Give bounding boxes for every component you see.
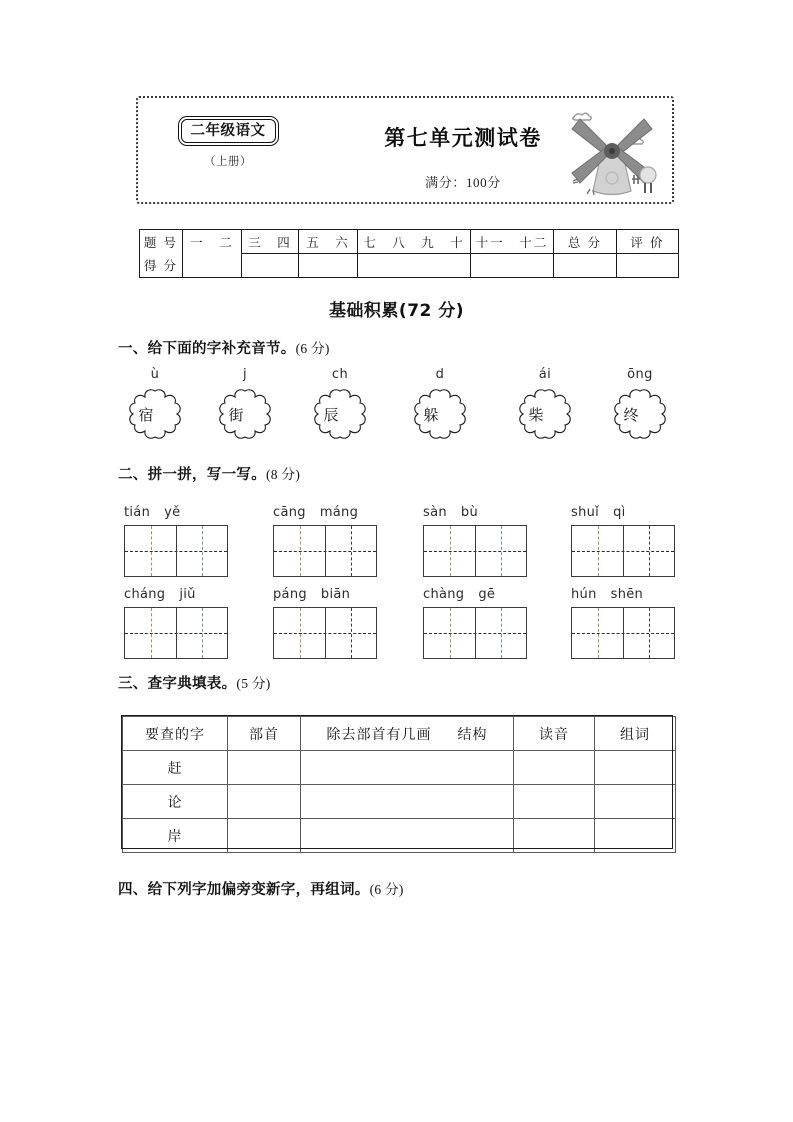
pinyin-syllable-a: tián [124,505,151,520]
dict-cell-strokes-structure-2[interactable] [301,785,514,819]
question-4-text: 给下列字加偏旁变新字，再组词。 [147,882,370,898]
pinyin-syllable-a: chàng [423,587,465,602]
page-title: 第七单元测试卷 [384,126,542,150]
grade-volume-label: （上册） [204,154,252,169]
flower-pinyin-1: ù [150,367,160,382]
writing-grid-pinyin-3 [423,504,527,522]
writing-grid-3[interactable] [423,525,527,577]
question-2-number: 二、 [118,467,148,483]
grid-divider-vertical [176,608,177,658]
score-cell-total[interactable] [554,254,617,278]
pinyin-syllable-b: shēn [610,587,644,602]
score-table-group-3: 五 六 [299,230,358,254]
score-table-label-score: 得 分 [140,254,183,278]
grid-guide-vertical-left [598,608,599,658]
grid-divider-vertical [475,526,476,576]
section-heading-basics: 基础积累(72 分) [328,301,465,321]
question-2-text: 拼一拼，写一写。 [147,467,267,483]
question-1-heading [118,337,330,358]
pinyin-syllable-b: yě [164,505,181,520]
question-3-text: 查字典填表。 [147,676,237,692]
writing-grid-pinyin-4 [571,504,675,522]
table-row [123,819,676,853]
dict-cell-word-3[interactable] [595,819,676,853]
score-table-total: 总 分 [554,230,617,254]
flower-char-6: 终 [623,407,639,424]
full-score-label: 满分：100分 [425,175,501,190]
pinyin-syllable-b: bù [460,505,478,520]
writing-grid-7[interactable] [423,607,527,659]
grid-guide-vertical-right [649,526,650,576]
score-cell-5[interactable] [471,254,554,278]
table-row [123,785,676,819]
dict-header-strokes: 除去部首有几画 [326,727,432,743]
grid-guide-vertical-left [450,526,451,576]
grade-badge-label: 二年级语文 [181,119,276,143]
dict-cell-strokes-structure-3[interactable] [301,819,514,853]
question-1-flower-row [118,366,678,446]
dict-header-structure: 结构 [457,727,488,743]
pinyin-syllable-b: jiǔ [179,587,196,602]
writing-grid-pinyin-7 [423,586,527,604]
score-table-group-1: 一 二 [183,230,242,254]
score-table-group-5: 十一 十二 [471,230,554,254]
pinyin-syllable-b: qì [613,505,626,520]
question-4-heading [118,878,404,899]
dict-header-strokes-structure [301,717,514,751]
writing-grid-6[interactable] [273,607,377,659]
writing-grid-group-3 [423,504,527,577]
writing-grid-group-1 [124,504,228,577]
dict-cell-pronunciation-2[interactable] [514,785,595,819]
grid-divider-vertical [176,526,177,576]
score-table [139,229,679,278]
flower-char-5: 柴 [528,407,544,424]
score-cell-4[interactable] [358,254,471,278]
question-1-number: 一、 [118,341,148,357]
flower-char-1: 宿 [138,407,154,424]
dict-cell-word-2[interactable] [595,785,676,819]
score-table-group-4: 七 八 九 十 [358,230,471,254]
pinyin-syllable-a: hún [571,587,597,602]
dict-cell-pronunciation-1[interactable] [514,751,595,785]
grade-badge-group [158,116,298,169]
grid-guide-vertical-right [351,608,352,658]
question-1-points: (6 分) [295,341,330,356]
grid-guide-vertical-right [501,526,502,576]
flower-item-6 [603,366,677,440]
score-cell-3[interactable] [299,254,358,278]
flower-pinyin-2: j [242,367,247,382]
writing-grid-group-2 [273,504,377,577]
flower-char-4: 躲 [423,407,439,424]
flower-item-3 [303,366,377,440]
writing-grid-pinyin-8 [571,586,675,604]
grid-guide-vertical-right [351,526,352,576]
score-cell-1[interactable] [183,254,242,278]
dict-header-radical: 部首 [228,717,301,751]
dict-cell-radical-3[interactable] [228,819,301,853]
writing-grid-8[interactable] [571,607,675,659]
pinyin-syllable-a: cháng [124,587,166,602]
flower-item-4 [403,366,477,440]
writing-grid-5[interactable] [124,607,228,659]
dict-header-char: 要查的字 [123,717,228,751]
question-4-points: (6 分) [369,882,404,897]
score-cell-evaluation[interactable] [617,254,679,278]
question-3-number: 三、 [118,676,148,692]
flower-item-2 [208,366,282,440]
grid-guide-vertical-right [649,608,650,658]
dict-header-word: 组词 [595,717,676,751]
pinyin-syllable-a: sàn [423,505,447,520]
dictionary-table-header-row [123,717,676,751]
grid-guide-vertical-left [300,526,301,576]
flower-char-3: 辰 [323,407,339,424]
flower-pinyin-5: ái [538,367,552,382]
flower-pinyin-6: ōng [627,367,653,382]
windmill-icon [560,101,664,201]
pinyin-syllable-b: máng [319,505,359,520]
grade-badge-outer-frame [178,116,279,146]
grid-divider-vertical [325,526,326,576]
dict-cell-strokes-structure-1[interactable] [301,751,514,785]
grid-divider-vertical [325,608,326,658]
pinyin-syllable-b: biān [320,587,351,602]
writing-grid-pinyin-2 [273,504,377,522]
flower-item-5 [508,366,582,440]
dict-cell-char-1: 赶 [123,751,228,785]
grid-guide-vertical-left [450,608,451,658]
dict-cell-radical-1[interactable] [228,751,301,785]
score-cell-2[interactable] [242,254,299,278]
writing-grid-2[interactable] [273,525,377,577]
flower-item-1 [118,366,192,440]
writing-grid-1[interactable] [124,525,228,577]
writing-grid-group-6 [273,586,377,659]
score-table-header-row [140,230,679,254]
writing-grid-group-8 [571,586,675,659]
score-table-answer-row [140,254,679,278]
question-2-heading [118,463,300,484]
writing-grid-group-7 [423,586,527,659]
dict-cell-pronunciation-3[interactable] [514,819,595,853]
grid-guide-vertical-left [151,526,152,576]
score-table-label-question-no: 题 号 [140,230,183,254]
writing-grid-group-5 [124,586,228,659]
table-row [123,751,676,785]
grid-guide-vertical-right [202,526,203,576]
grid-guide-vertical-right [501,608,502,658]
pinyin-syllable-b: gē [478,587,496,602]
pinyin-syllable-a: cāng [273,505,306,520]
flower-pinyin-3: ch [331,367,349,382]
dict-cell-char-3: 岸 [123,819,228,853]
question-4-number: 四、 [118,882,148,898]
writing-grid-pinyin-5 [124,586,228,604]
writing-grid-group-4 [571,504,675,577]
dict-header-pronunciation: 读音 [514,717,595,751]
writing-grid-pinyin-1 [124,504,228,522]
pinyin-syllable-a: páng [273,587,307,602]
score-table-group-2: 三 四 [242,230,299,254]
question-3-heading [118,672,271,693]
flower-pinyin-4: d [435,367,445,382]
grid-guide-vertical-right [202,608,203,658]
grid-divider-vertical [623,526,624,576]
grid-divider-vertical [475,608,476,658]
dict-cell-char-2: 论 [123,785,228,819]
grid-divider-vertical [623,608,624,658]
grid-guide-vertical-left [598,526,599,576]
flower-char-2: 街 [228,407,244,424]
dict-cell-word-1[interactable] [595,751,676,785]
grid-guide-vertical-left [300,608,301,658]
question-2-points: (8 分) [266,467,301,482]
question-1-text: 给下面的字补充音节。 [147,341,296,357]
dictionary-table [122,716,676,853]
dict-cell-radical-2[interactable] [228,785,301,819]
score-table-evaluation: 评 价 [617,230,679,254]
grid-guide-vertical-left [151,608,152,658]
pinyin-syllable-a: shuǐ [571,505,600,520]
writing-grid-4[interactable] [571,525,675,577]
header-banner [136,96,674,204]
writing-grid-pinyin-6 [273,586,377,604]
question-3-points: (5 分) [236,676,271,691]
